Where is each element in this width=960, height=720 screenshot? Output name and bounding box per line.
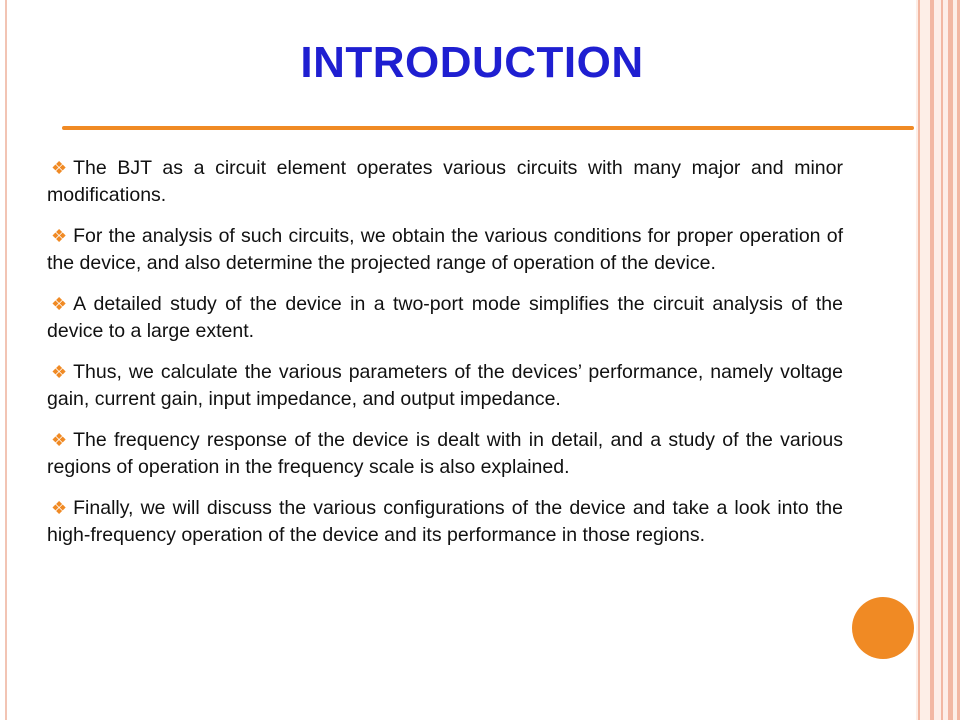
- bullet-item: [47, 427, 843, 481]
- bullet-item: [47, 291, 843, 345]
- bullet-text: The BJT as a circuit element operates various circuits with many major and minor modifications.: [47, 157, 843, 206]
- title-underline: [62, 126, 914, 130]
- bullet-item: [47, 495, 843, 549]
- stripe: [948, 0, 953, 720]
- bullet-item: [47, 155, 843, 209]
- diamond-bullet-icon: ❖: [51, 498, 68, 518]
- bullet-item: [47, 223, 843, 277]
- diamond-bullet-icon: ❖: [51, 294, 68, 314]
- decorative-circle: [852, 597, 914, 659]
- right-decorative-stripes: [916, 0, 960, 720]
- bullet-item: [47, 359, 843, 413]
- diamond-bullet-icon: ❖: [51, 362, 68, 382]
- diamond-bullet-icon: ❖: [51, 430, 68, 450]
- slide-title: INTRODUCTION: [300, 38, 644, 87]
- left-border-line: [5, 0, 7, 720]
- diamond-bullet-icon: ❖: [51, 158, 68, 178]
- bullet-text: Thus, we calculate the various parameters of the devices’ performance, namely voltage gain, current gain, input impedance, and output impedance.: [47, 361, 843, 410]
- stripe: [941, 0, 943, 720]
- bullet-text: A detailed study of the device in a two-port mode simplifies the circuit analysis of the device to a large extent.: [47, 293, 843, 342]
- bullet-text: For the analysis of such circuits, we obtain the various conditions for proper operation of the device, and also determine the projected range of operation of the device.: [47, 225, 843, 274]
- stripe: [918, 0, 920, 720]
- diamond-bullet-icon: ❖: [51, 226, 68, 246]
- stripe: [930, 0, 934, 720]
- bullet-text: The frequency response of the device is dealt with in detail, and a study of the various regions of operation in the frequency scale is also explained.: [47, 429, 843, 478]
- bullet-list: [47, 155, 843, 563]
- bullet-text: Finally, we will discuss the various configurations of the device and take a look into the high-frequency operation of the device and its performance in those regions.: [47, 497, 843, 546]
